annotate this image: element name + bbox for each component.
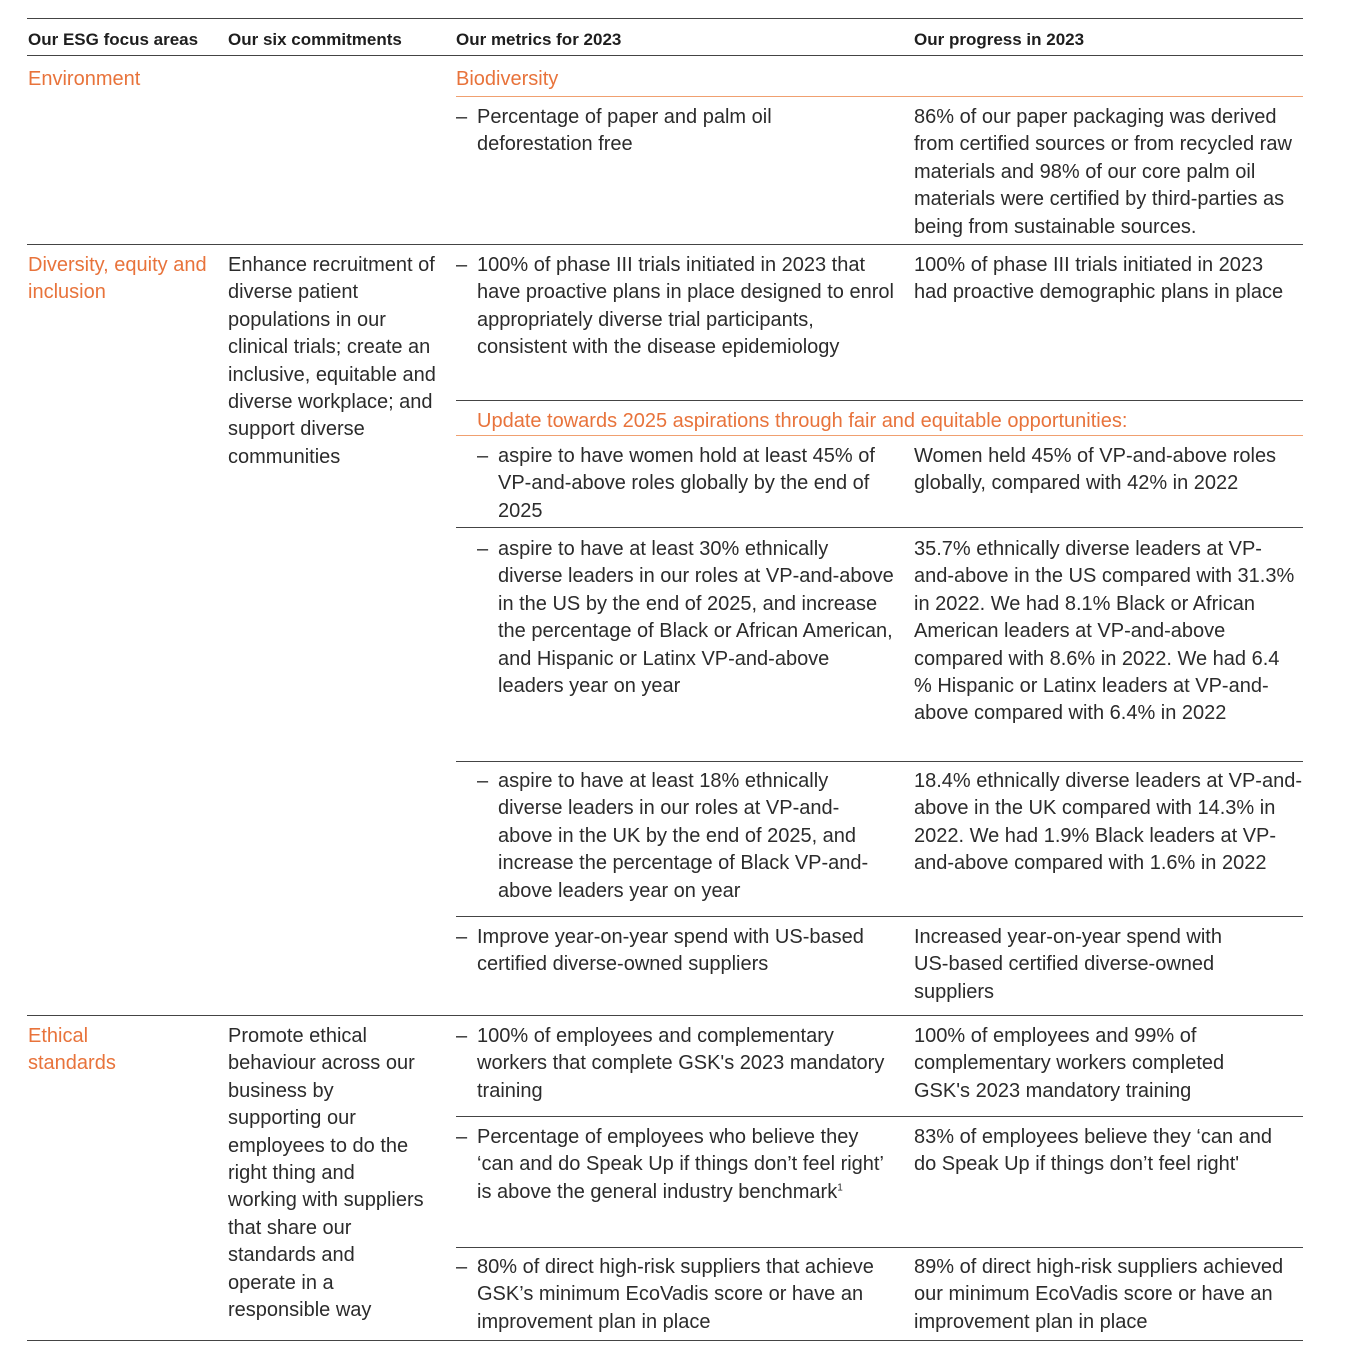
list-marker: – — [477, 538, 489, 560]
biodiversity-rule — [456, 96, 1303, 97]
header-metrics-2023: Our metrics for 2023 — [456, 30, 622, 49]
row-rule — [456, 1247, 1303, 1248]
row-rule — [456, 1116, 1303, 1117]
row-rule — [456, 400, 1303, 401]
header-rule — [27, 55, 1303, 56]
progress-biodiversity: 86% of our paper packaging was derived from certified sources or from recycled raw materials and 98% of our core palm oil materials were certified by third-parties as being from sustainable sources. — [914, 106, 1292, 238]
header-six-commitments: Our six commitments — [228, 30, 402, 49]
area-environment: Environment — [28, 68, 141, 90]
list-marker: – — [477, 770, 489, 792]
header-esg-focus-areas: Our ESG focus areas — [28, 30, 199, 49]
area-diversity-equity-inclusion: Diversity, equity and inclusion — [28, 254, 207, 304]
list-marker: – — [456, 1126, 468, 1148]
metric-biodiversity: Percentage of paper and palm oil deforestation free — [477, 106, 772, 156]
section-rule-dei — [27, 1015, 1303, 1016]
progress-diverse-supplier-spend: Increased year-on-year spend with US-based certified diverse-owned suppliers — [914, 926, 1222, 1003]
commitment-dei: Enhance recruitment of diverse patient populations in our clinical trials; create an inclusive, equitable and diverse workplace; and support diverse communities — [228, 254, 436, 468]
row-rule — [456, 916, 1303, 917]
list-marker: – — [456, 254, 468, 276]
progress-mandatory-training: 100% of employees and 99% of complementary workers completed GSK's 2023 mandatory training — [914, 1025, 1225, 1102]
metric-diverse-supplier-spend: Improve year-on-year spend with US-based certified diverse-owned suppliers — [477, 926, 864, 976]
section-rule-environment — [27, 244, 1303, 245]
area-ethical-standards: Ethical standards — [28, 1025, 116, 1075]
list-marker: – — [456, 926, 468, 948]
subheading-biodiversity: Biodiversity — [456, 68, 559, 90]
list-marker: – — [477, 445, 489, 467]
row-rule — [456, 527, 1303, 528]
progress-phase-iii-trials: 100% of phase III trials initiated in 2023 had proactive demographic plans in place — [914, 254, 1284, 304]
list-marker: – — [456, 106, 468, 128]
metric-mandatory-training: 100% of employees and complementary workers that complete GSK's 2023 mandatory training — [477, 1025, 885, 1102]
list-marker: – — [456, 1256, 468, 1278]
progress-women-vp-roles: Women held 45% of VP-and-above roles globally, compared with 42% in 2022 — [914, 445, 1277, 495]
metric-us-ethnic-diversity: aspire to have at least 30% ethnically diverse leaders in our roles at VP-and-above in the US by the end of 2025, and increase the percentage of Black or African American, and Hispanic or Latinx VP-and-above leaders year on year — [498, 538, 894, 698]
list-marker: – — [456, 1025, 468, 1047]
progress-ecovadis-suppliers: 89% of direct high-risk suppliers achieved our minimum EcoVadis score or have an improvement plan in place — [914, 1256, 1284, 1333]
commitment-ethics: Promote ethical behaviour across our business by supporting our employees to do the right thing and working with suppliers that share our standards and operate in a responsible way — [228, 1025, 424, 1322]
progress-us-ethnic-diversity: 35.7% ethnically diverse leaders at VP-and-above in the US compared with 31.3% in 2022. We had 8.1% Black or African American leaders at VP-and-above compared with 8.6% in 2022. We had 6.4 % Hispanic or Latinx leaders at VP-and-above compared with 6.4% in 2022 — [914, 538, 1295, 725]
subheading-2025-aspirations: Update towards 2025 aspirations through fair and equitable opportunities: — [477, 410, 1128, 432]
top-rule — [27, 18, 1303, 19]
progress-uk-ethnic-diversity: 18.4% ethnically diverse leaders at VP-and-above in the UK compared with 14.3% in 2022. We had 1.9% Black leaders at VP-and-above compared with 1.6% in 2022 — [914, 770, 1302, 875]
header-progress-2023: Our progress in 2023 — [914, 30, 1085, 49]
metric-ecovadis-suppliers: 80% of direct high-risk suppliers that achieve GSK’s minimum EcoVadis score or have an improvement plan in place — [477, 1256, 874, 1333]
progress-speak-up: 83% of employees believe they ‘can and do Speak Up if things don’t feel right' — [914, 1126, 1273, 1176]
row-rule — [456, 761, 1303, 762]
bottom-rule — [27, 1340, 1303, 1341]
metric-speak-up-text: Percentage of employees who believe they ‘can and do Speak Up if things don’t feel right’ is above the general industry benchmark — [477, 1126, 884, 1203]
metric-uk-ethnic-diversity: aspire to have at least 18% ethnically diverse leaders in our roles at VP-and-above in the UK by the end of 2025, and increase the percentage of Black VP-and-above leaders year on year — [498, 770, 869, 902]
metric-women-vp-roles: aspire to have women hold at least 45% of VP-and-above roles globally by the end of 2025 — [498, 445, 875, 522]
metric-phase-iii-trials: 100% of phase III trials initiated in 2023 that have proactive plans in place designed to enrol appropriately diverse trial participants, consistent with the disease epidemiology — [477, 254, 894, 359]
aspirations-rule — [456, 435, 1303, 436]
metric-speak-up — [477, 1124, 889, 1206]
footnote-marker: 1 — [837, 1182, 843, 1194]
